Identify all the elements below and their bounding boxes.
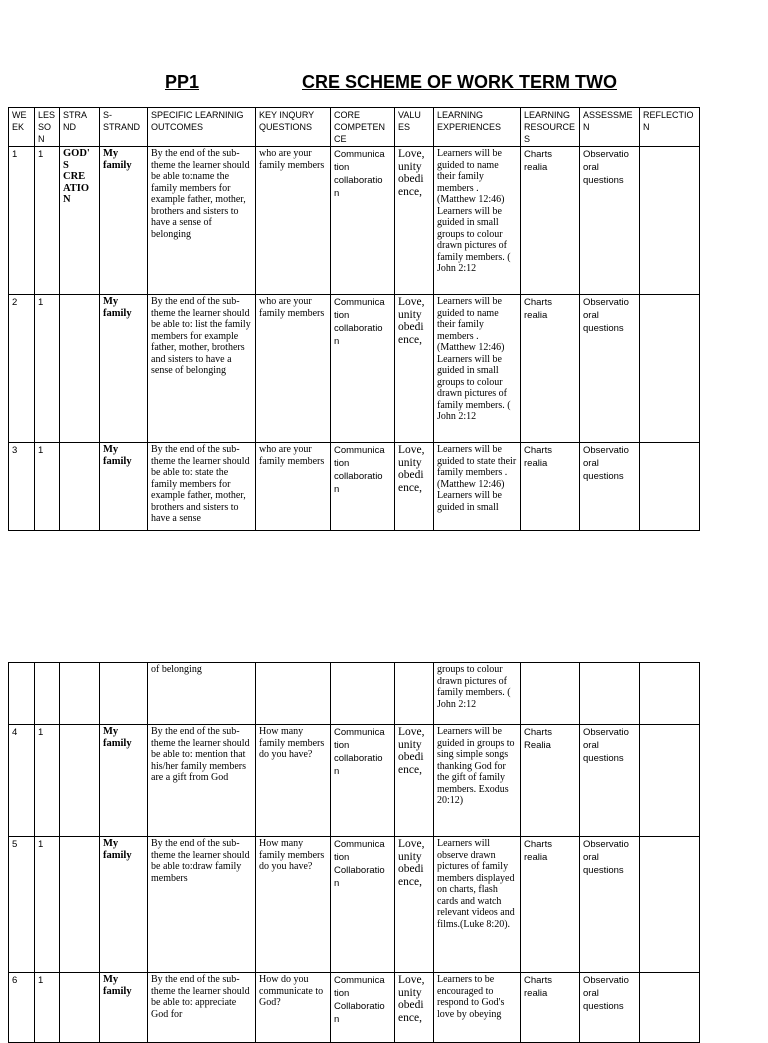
values-cell: Love, unity obedi ence, (395, 443, 434, 531)
substrand-cell: My family (100, 837, 148, 973)
substrand-cell: My family (100, 147, 148, 295)
scheme-table-2 (8, 662, 700, 1043)
experiences-cell: Learners to be encouraged to respond to God's love by obeying (434, 973, 521, 1043)
substrand-cell: My family (100, 295, 148, 443)
outcomes-cell: By the end of the sub-theme the learner should be able to: mention that his/her family members are a gift from God (148, 725, 256, 837)
header-lesson: LES SO N (35, 108, 60, 147)
questions-cell: who are your family members (256, 147, 331, 295)
questions-cell: who are your family members (256, 443, 331, 531)
header-reflection: REFLECTIO N (640, 108, 700, 147)
lesson-cell: 1 (35, 973, 60, 1043)
substrand-cell: My family (100, 443, 148, 531)
lesson-cell: 1 (35, 147, 60, 295)
scheme-title: CRE SCHEME OF WORK TERM TWO (302, 72, 617, 92)
outcomes-cell: By the end of the sub-theme the learner should be able to: state the family members for example father, mother, brothers and sisters to have a sense (148, 443, 256, 531)
questions-cell: who are your family members (256, 295, 331, 443)
substrand-cell (100, 663, 148, 725)
week-cell: 2 (9, 295, 35, 443)
lesson-cell: 1 (35, 837, 60, 973)
values-cell: Love, unity obedi ence, (395, 837, 434, 973)
reflection-cell (640, 837, 700, 973)
questions-cell: How do you communicate to God? (256, 973, 331, 1043)
table-row (9, 295, 700, 443)
substrand-cell: My family (100, 725, 148, 837)
assessment-cell: Observatio oral questions (580, 837, 640, 973)
document-title (0, 72, 768, 96)
resources-cell (521, 663, 580, 725)
competence-cell: Communica tion collaboratio n (331, 725, 395, 837)
header-resources: LEARNING RESOURCE S (521, 108, 580, 147)
header-experiences: LEARNING EXPERIENCES (434, 108, 521, 147)
experiences-cell: Learners will be guided in groups to sing simple songs thanking God for the gift of family members. Exodus 20:12) (434, 725, 521, 837)
scheme-table-1 (8, 107, 700, 531)
competence-cell: Communica tion collaboratio n (331, 443, 395, 531)
table-row (9, 973, 700, 1043)
lesson-cell: 1 (35, 295, 60, 443)
reflection-cell (640, 295, 700, 443)
week-cell: 6 (9, 973, 35, 1043)
table-row (9, 837, 700, 973)
table-row (9, 147, 700, 295)
outcomes-cell: By the end of the sub-theme the learner should be able to:name the family members for example father, mother, brothers and sisters to have a sense of belonging (148, 147, 256, 295)
header-values: VALU ES (395, 108, 434, 147)
reflection-cell (640, 725, 700, 837)
substrand-cell: My family (100, 973, 148, 1043)
header-week: WE EK (9, 108, 35, 147)
header-substrand: S- STRAND (100, 108, 148, 147)
assessment-cell: Observatio oral questions (580, 725, 640, 837)
header-questions: KEY INQURY QUESTIONS (256, 108, 331, 147)
lesson-cell (35, 663, 60, 725)
lesson-cell: 1 (35, 725, 60, 837)
header-outcomes: SPECIFIC LEARNINIG OUTCOMES (148, 108, 256, 147)
values-cell: Love, unity obedi ence, (395, 725, 434, 837)
values-cell: Love, unity obedi ence, (395, 147, 434, 295)
header-strand: STRA ND (60, 108, 100, 147)
resources-cell: Charts Realia (521, 725, 580, 837)
resources-cell: Charts realia (521, 147, 580, 295)
competence-cell: Communica tion collaboratio n (331, 295, 395, 443)
strand-cell: GOD' S CRE ATIO N (60, 147, 100, 295)
class-label: PP1 (165, 72, 200, 92)
strand-cell (60, 443, 100, 531)
competence-cell: Communica tion Collaboratio n (331, 837, 395, 973)
experiences-cell: groups to colour drawn pictures of family members. ( John 2:12 (434, 663, 521, 725)
questions-cell: How many family members do you have? (256, 837, 331, 973)
assessment-cell: Observatio oral questions (580, 973, 640, 1043)
outcomes-cell: of belonging (148, 663, 256, 725)
strand-cell (60, 295, 100, 443)
values-cell: Love, unity obedi ence, (395, 295, 434, 443)
strand-cell (60, 973, 100, 1043)
reflection-cell (640, 147, 700, 295)
outcomes-cell: By the end of the sub-theme the learner should be able to: list the family members for example father, mother, brothers and sisters to have a sense of belonging (148, 295, 256, 443)
table-row (9, 443, 700, 531)
week-cell: 1 (9, 147, 35, 295)
week-cell: 3 (9, 443, 35, 531)
assessment-cell (580, 663, 640, 725)
table-row (9, 663, 700, 725)
values-cell: Love, unity obedi ence, (395, 973, 434, 1043)
resources-cell: Charts realia (521, 295, 580, 443)
competence-cell (331, 663, 395, 725)
lesson-cell: 1 (35, 443, 60, 531)
outcomes-cell: By the end of the sub-theme the learner should be able to:draw family members (148, 837, 256, 973)
experiences-cell: Learners will be guided to state their family members .(Matthew 12:46) Learners will be guided in small (434, 443, 521, 531)
week-cell: 5 (9, 837, 35, 973)
table-row (9, 725, 700, 837)
header-assessment: ASSESSME N (580, 108, 640, 147)
assessment-cell: Observatio oral questions (580, 295, 640, 443)
competence-cell: Communica tion collaboratio n (331, 147, 395, 295)
experiences-cell: Learners will be guided to name their family members .(Matthew 12:46) Learners will be guided in small groups to colour drawn pictures of family members. ( John 2:12 (434, 295, 521, 443)
reflection-cell (640, 663, 700, 725)
header-competence: CORE COMPETEN CE (331, 108, 395, 147)
strand-cell (60, 837, 100, 973)
outcomes-cell: By the end of the sub-theme the learner should be able to: appreciate God for (148, 973, 256, 1043)
questions-cell (256, 663, 331, 725)
resources-cell: Charts realia (521, 443, 580, 531)
week-cell: 4 (9, 725, 35, 837)
assessment-cell: Observatio oral questions (580, 443, 640, 531)
values-cell (395, 663, 434, 725)
reflection-cell (640, 443, 700, 531)
assessment-cell: Observatio oral questions (580, 147, 640, 295)
strand-cell (60, 725, 100, 837)
resources-cell: Charts realia (521, 837, 580, 973)
header-row (9, 108, 700, 147)
competence-cell: Communica tion Collaboratio n (331, 973, 395, 1043)
experiences-cell: Learners will observe drawn pictures of family members displayed on charts, flash cards and watch relevant videos and films.(Luke 8:20). (434, 837, 521, 973)
week-cell (9, 663, 35, 725)
reflection-cell (640, 973, 700, 1043)
strand-cell (60, 663, 100, 725)
questions-cell: How many family members do you have? (256, 725, 331, 837)
experiences-cell: Learners will be guided to name their family members .(Matthew 12:46) Learners will be guided in small groups to colour drawn pictures of family members. ( John 2:12 (434, 147, 521, 295)
resources-cell: Charts realia (521, 973, 580, 1043)
